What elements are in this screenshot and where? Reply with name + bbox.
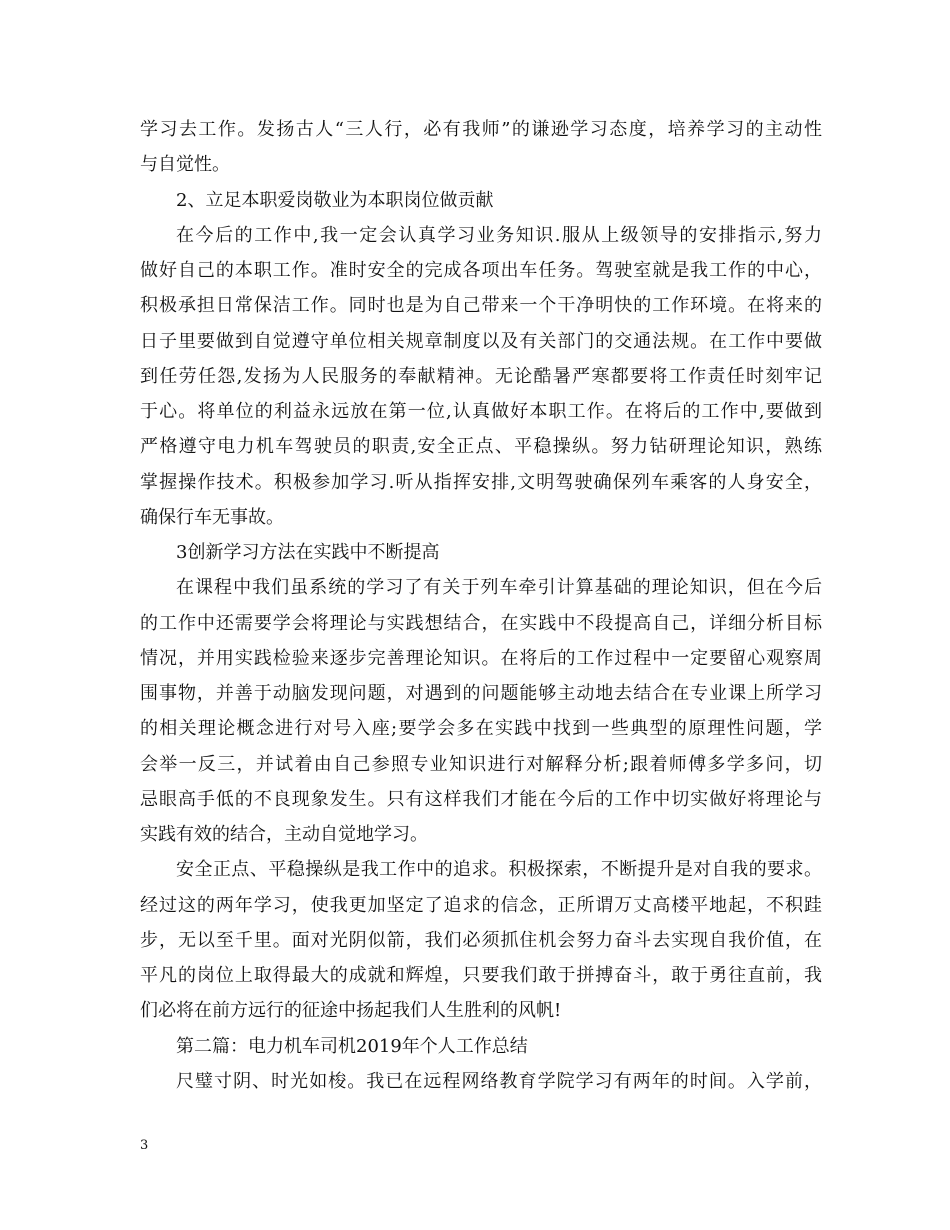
text-line: 严格遵守电力机车驾驶员的职责,安全正点、平稳操纵。努力钻研理论知识，熟练	[140, 436, 822, 458]
text-line: 的工作中还需要学会将理论与实践想结合，在实践中不段提高自己，详细分析目标	[140, 612, 822, 634]
text-line: 2、立足本职爱岗敬业为本职岗位做贡献	[176, 189, 494, 211]
text-line: 尺璧寸阴、时光如梭。我已在远程网络教育学院学习有两年的时间。入学前，	[176, 1070, 822, 1092]
text-line: 确保行车无事故。	[140, 506, 284, 528]
text-line: 于心。将单位的利益永远放在第一位,认真做好本职工作。在将后的工作中,要做到	[140, 401, 822, 422]
text-line: 情况，并用实践检验来逐步完善理论知识。在将后的工作过程中一定要留心观察周	[140, 647, 822, 669]
text-line: 会举一反三，并试着由自己参照专业知识进行对解释分析;跟着师傅多学多问，切	[140, 753, 822, 775]
text-line: 在今后的工作中,我一定会认真学习业务知识.服从上级领导的安排指示,努力	[176, 224, 822, 246]
text-line: 们必将在前方远行的征途中扬起我们人生胜利的风帆!	[140, 1000, 562, 1022]
text-line: 平凡的岗位上取得最大的成就和辉煌，只要我们敢于拼搏奋斗，敢于勇往直前，我	[140, 965, 822, 986]
text-line: 的相关理论概念进行对号入座;要学会多在实践中找到一些典型的原理性问题，学	[140, 718, 822, 740]
text-line: 日子里要做到自觉遵守单位相关规章制度以及有关部门的交通法规。在工作中要做	[140, 330, 822, 352]
text-line: 掌握操作技术。积极参加学习.听从指挥安排,文明驾驶确保列车乘客的人身安全，	[140, 471, 822, 493]
text-line: 做好自己的本职工作。准时安全的完成各项出车任务。驾驶室就是我工作的中心，	[140, 260, 822, 281]
page-number: 3	[140, 1138, 149, 1153]
text-line: 经过这的两年学习，使我更加坚定了追求的信念，正所谓万丈高楼平地起，不积跬	[140, 894, 822, 916]
text-line: 到任劳任怨,发扬为人民服务的奉献精神。无论酷暑严寒都要将工作责任时刻牢记	[140, 365, 822, 387]
document-body	[140, 112, 822, 1099]
text-line: 安全正点、平稳操纵是我工作中的追求。积极探索，不断提升是对自我的要求。	[176, 859, 822, 881]
text-line: 实践有效的结合，主动自觉地学习。	[140, 824, 428, 845]
text-line: 学习去工作。发扬古人“三人行，必有我师”的谦逊学习态度，培养学习的主动性	[140, 119, 822, 140]
text-line: 3创新学习方法在实践中不断提高	[176, 542, 440, 563]
text-line: 与自觉性。	[140, 154, 230, 176]
text-line: 积极承担日常保洁工作。同时也是为自己带来一个干净明快的工作环境。在将来的	[140, 295, 822, 317]
text-line: 第二篇：电力机车司机2019年个人工作总结	[176, 1035, 528, 1057]
text-line: 步，无以至千里。面对光阴似箭，我们必须抓住机会努力奋斗去实现自我价值，在	[140, 929, 822, 951]
text-line: 忌眼高手低的不良现象发生。只有这样我们才能在今后的工作中切实做好将理论与	[140, 788, 822, 810]
text-line: 在课程中我们虽系统的学习了有关于列车牵引计算基础的理论知识，但在今后	[176, 577, 822, 599]
text-line: 围事物，并善于动脑发现问题，对遇到的问题能够主动地去结合在专业课上所学习	[140, 683, 822, 704]
